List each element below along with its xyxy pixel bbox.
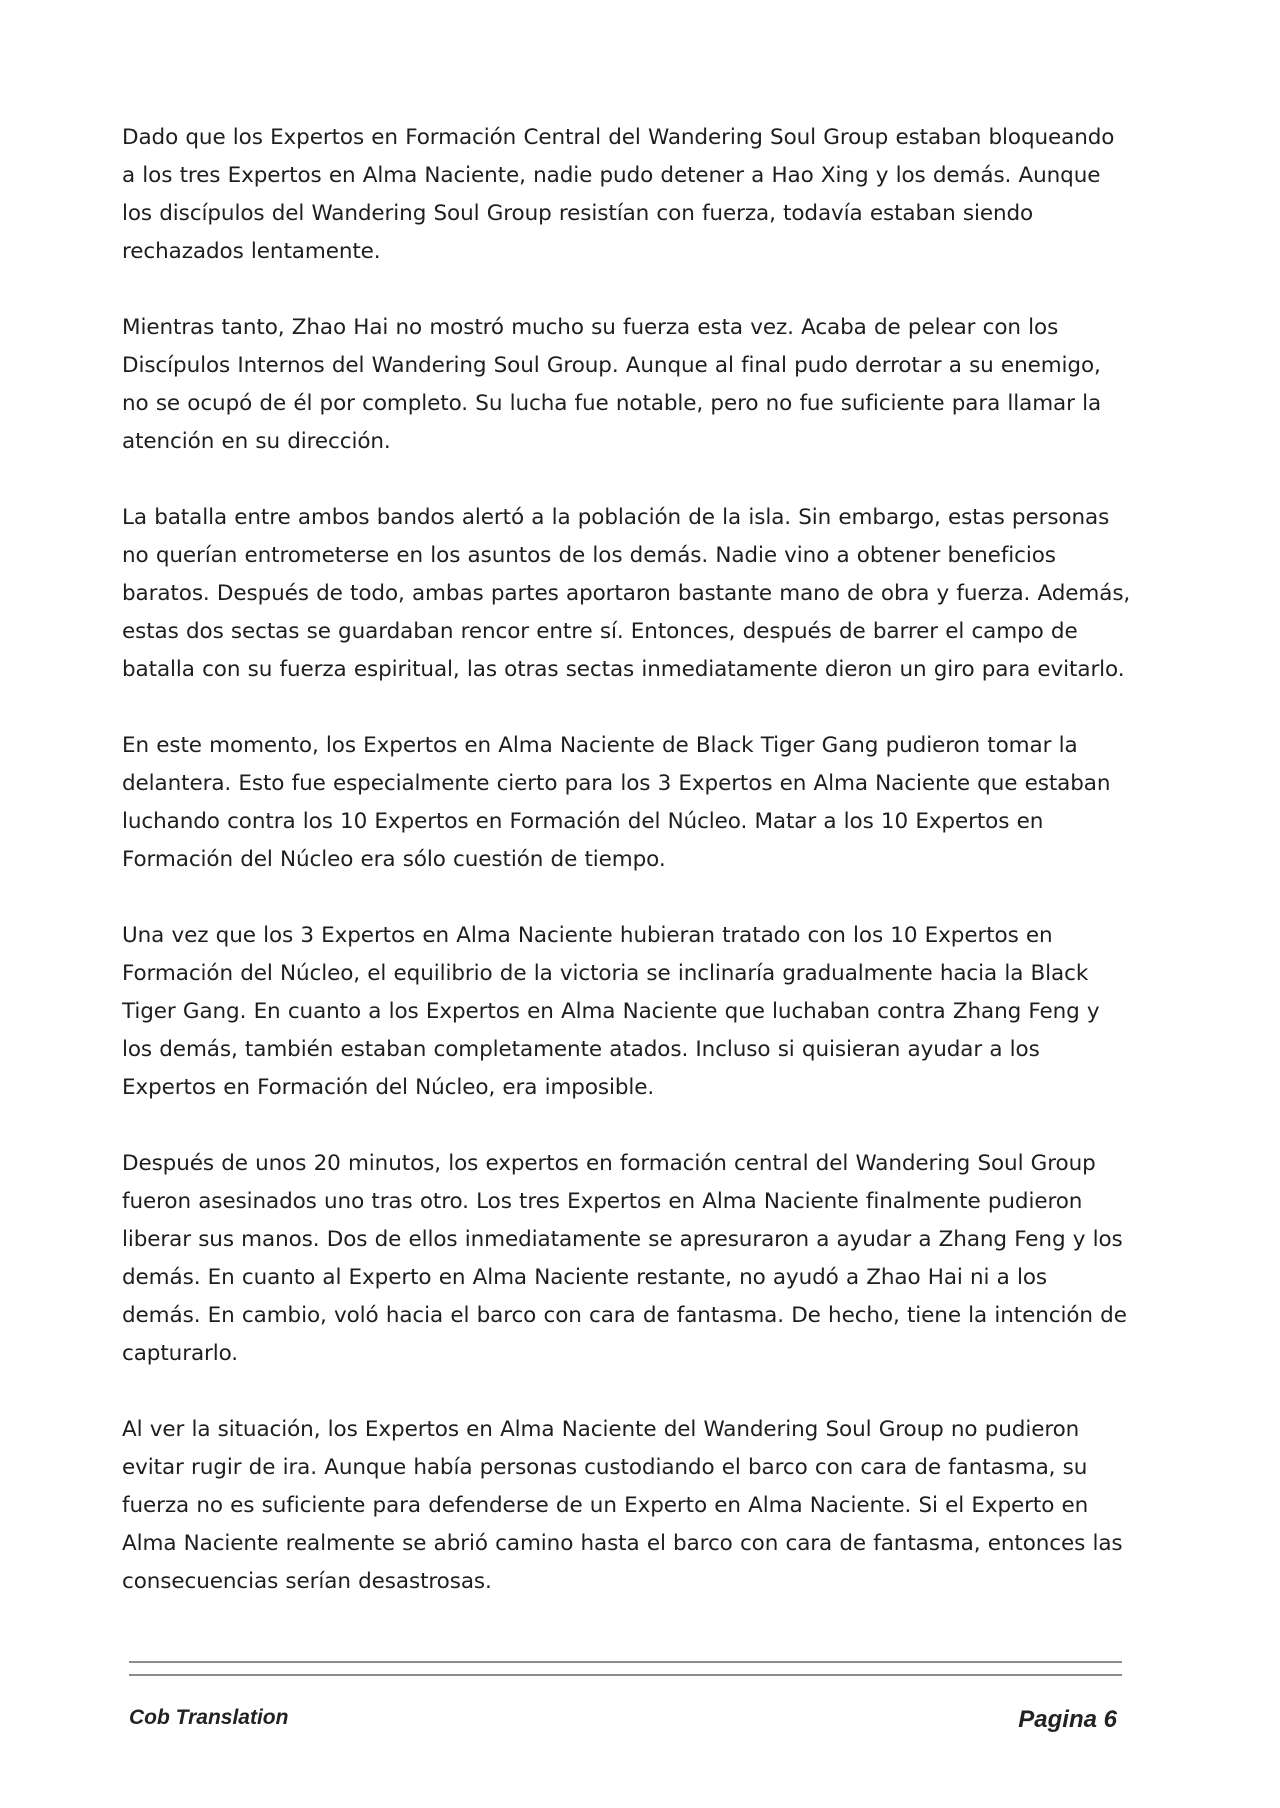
footer-page-number: Pagina 6: [1018, 1706, 1117, 1733]
footer-translator-credit: Cob Translation: [129, 1706, 289, 1729]
paragraph: Después de unos 20 minutos, los expertos en formación central del Wandering Soul Group fueron asesinados uno tras otro. Los tres Expertos en Alma Naciente finalmente pudieron liberar sus manos. Dos de ellos inmediatamente se apresuraron a ayudar a Zhang Feng y los demás. En cuanto al Experto en Alma Naciente restante, no ayudó a Zhao Hai ni a los demás. En cambio, voló hacia el barco con cara de fantasma. De hecho, tiene la intención de capturarlo.: [122, 1151, 1127, 1366]
paragraph: Mientras tanto, Zhao Hai no mostró mucho su fuerza esta vez. Acaba de pelear con los Discípulos Internos del Wandering Soul Group. Aunque al final pudo derrotar a su enemigo, no se ocupó de él por completo. Su lucha fue notable, pero no fue suficiente para llamar la atención en su dirección.: [122, 315, 1102, 454]
footer-divider-bottom: [129, 1674, 1122, 1676]
paragraph: En este momento, los Expertos en Alma Naciente de Black Tiger Gang pudieron tomar la delantera. Esto fue especialmente cierto para los 3 Expertos en Alma Naciente que estaban luchando contra los 10 Expertos en Formación del Núcleo. Matar a los 10 Expertos en Formación del Núcleo era sólo cuestión de tiempo.: [122, 733, 1111, 872]
paragraph: Al ver la situación, los Expertos en Alma Naciente del Wandering Soul Group no pudieron evitar rugir de ira. Aunque había personas custodiando el barco con cara de fantasma, su fuerza no es suficiente para defenderse de un Experto en Alma Naciente. Si el Experto en Alma Naciente realmente se abrió camino hasta el barco con cara de fantasma, entonces las consecuencias serían desastrosas.: [122, 1417, 1123, 1594]
footer-divider-top: [129, 1661, 1122, 1663]
paragraph: Dado que los Expertos en Formación Central del Wandering Soul Group estaban bloqueando a los tres Expertos en Alma Naciente, nadie pudo detener a Hao Xing y los demás. Aunque los discípulos del Wandering Soul Group resistían con fuerza, todavía estaban siendo rechazados lentamente.: [122, 125, 1115, 264]
paragraph: Una vez que los 3 Expertos en Alma Naciente hubieran tratado con los 10 Expertos en Formación del Núcleo, el equilibrio de la victoria se inclinaría gradualmente hacia la Black Tiger Gang. En cuanto a los Expertos en Alma Naciente que luchaban contra Zhang Feng y los demás, también estaban completamente atados. Incluso si quisieran ayudar a los Expertos en Formación del Núcleo, era imposible.: [122, 923, 1100, 1100]
document-body: [122, 119, 1132, 1639]
paragraph: La batalla entre ambos bandos alertó a la población de la isla. Sin embargo, estas personas no querían entrometerse en los asuntos de los demás. Nadie vino a obtener beneficios baratos. Después de todo, ambas partes aportaron bastante mano de obra y fuerza. Además, estas dos sectas se guardaban rencor entre sí. Entonces, después de barrer el campo de batalla con su fuerza espiritual, las otras sectas inmediatamente dieron un giro para evitarlo.: [122, 505, 1131, 682]
